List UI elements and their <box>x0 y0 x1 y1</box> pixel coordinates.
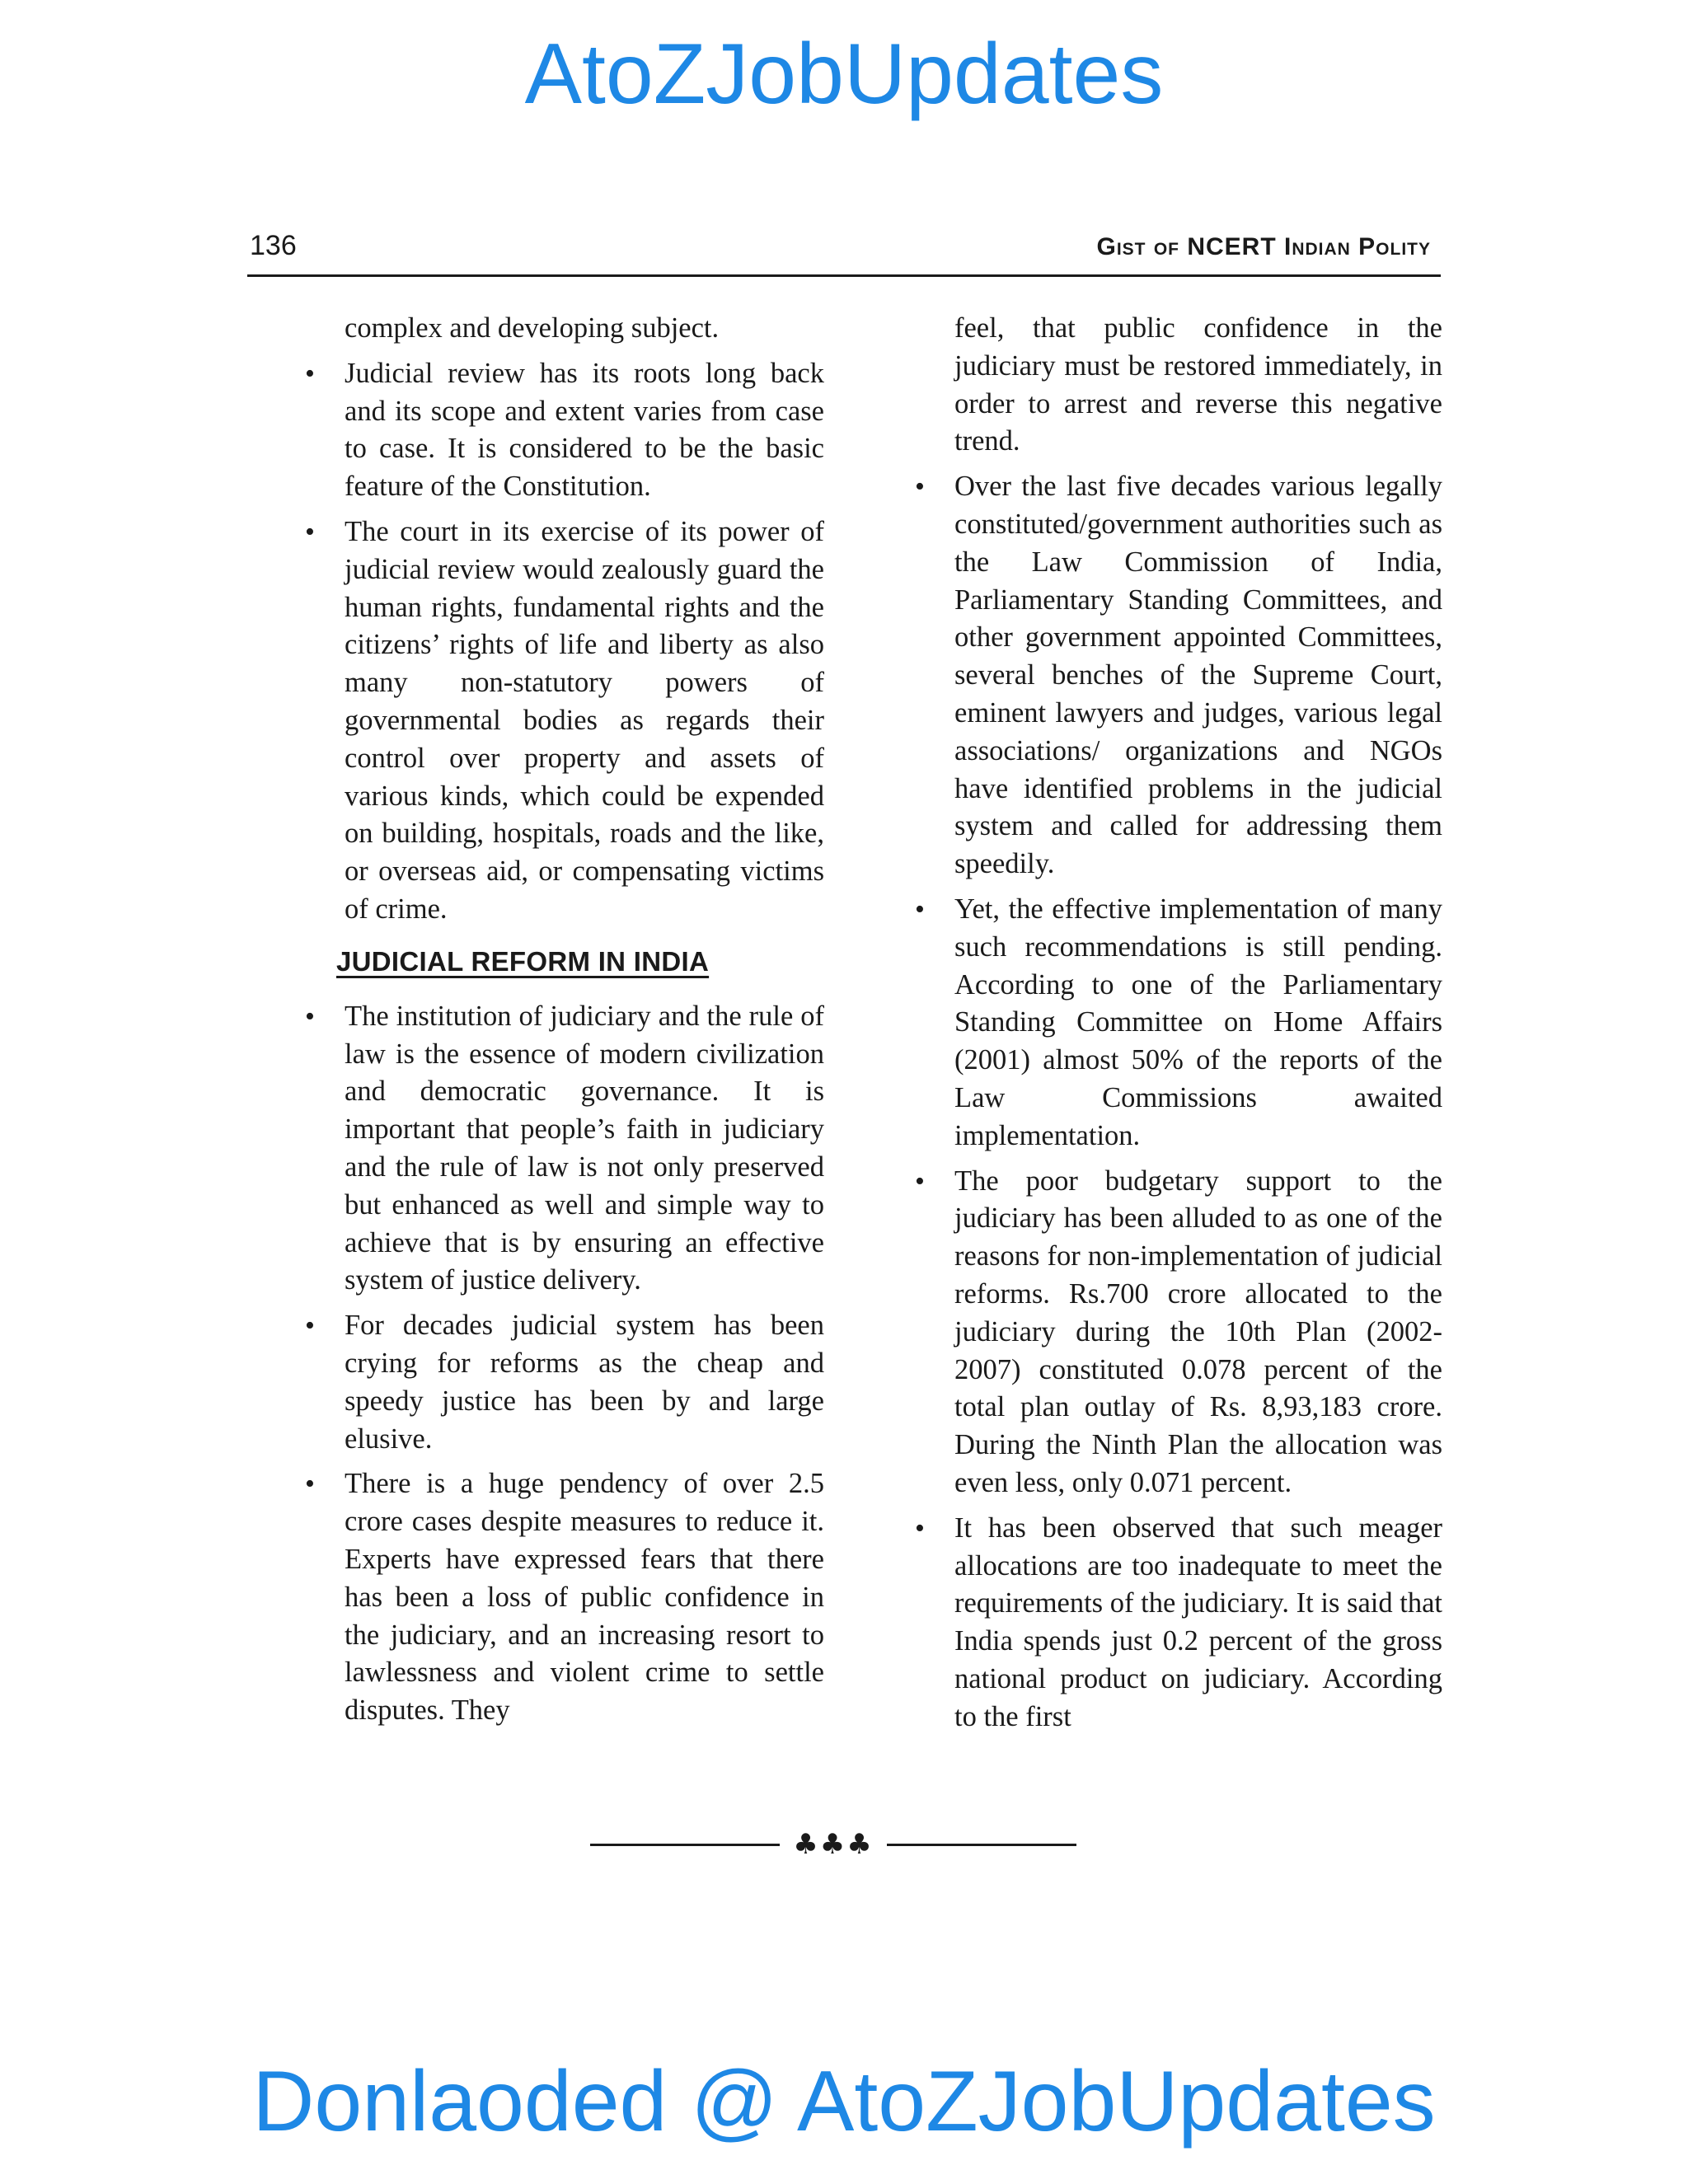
bullet-item: • Judicial review has its roots long back and its scope and extent varies from case to case. It is considered to be the basic feature of the Constitution. <box>305 355 824 506</box>
continuation-text: complex and developing subject. <box>345 312 720 344</box>
page-number: 136 <box>250 230 297 261</box>
bullet-item: • Yet, the effective implementation of many such recommendations is still pending. According to one of the Parliamentary Standing Committee on Home Affairs (2001) almost 50% of the reports of the Law Commissions awaited implementation. <box>915 891 1442 1155</box>
section-end-ornament <box>590 1826 1076 1863</box>
bullet-item: • The institution of judiciary and the rule of law is the essence of modern civilization and democratic governance. It is important that people’s faith in judiciary and the rule of law is not only preserved but enhanced as well and simple way to achieve that is by ensuring an effective system of justice delivery. <box>305 998 824 1300</box>
ornament-rule-right <box>887 1844 1076 1846</box>
running-head: Gist of NCERT Indian Polity <box>1096 233 1431 260</box>
bullet-item: • The poor budgetary support to the judiciary has been alluded to as one of the reasons for non-implementation of judicial reforms. Rs.700 crore allocated to the judiciary during the 10th Plan (2002-2007) constituted 0.078 percent of the total plan outlay of Rs. 8,93,183 crore. During the Ninth Plan the allocation was even less, only 0.071 percent. <box>915 1163 1442 1502</box>
bullet-item: • It has been observed that such meager allocations are too inadequate to meet the requirements of the judiciary. It is said that India spends just 0.2 percent of the gross national product on judiciary. According to the first <box>915 1510 1442 1736</box>
continuation-text: feel, that public confidence in the judiciary must be restored immediately, in order to arrest and reverse this negative trend. <box>954 312 1442 457</box>
header-rule <box>247 274 1441 277</box>
bullet-item: • Over the last five decades various legally constituted/government authorities such as the Law Commission of India, Parliamentary Standing Committees, and other government appointed Committees, several benches of the Supreme Court, eminent lawyers and judges, various legal associations/ organizations and NGOs have identified problems in the judicial system and called for addressing them speedily. <box>915 468 1442 883</box>
bullet-item: • The court in its exercise of its power of judicial review would zealously guard the human rights, fundamental rights and the citizens’ rights of life and liberty as also many non-statutory powers of governmental bodies as regards their control over property and assets of various kinds, which could be expended on building, hospitals, roads and the like, or overseas aid, or compensating victims of crime. <box>305 513 824 929</box>
watermark-bottom: Donlaoded @ AtoZJobUpdates <box>252 2054 1436 2149</box>
section-heading: JUDICIAL REFORM IN INDIA <box>336 945 710 977</box>
bullet-item: • For decades judicial system has been crying for reforms as the cheap and speedy justice has been by and large elusive. <box>305 1307 824 1458</box>
watermark-top: AtoZJobUpdates <box>524 26 1164 122</box>
club-ornament-icon: ♣♣♣ <box>793 1828 874 1861</box>
right-column <box>915 310 1442 1743</box>
bullet-item: • There is a huge pendency of over 2.5 crore cases despite measures to reduce it. Experts have expressed fears that there has been a loss of public confidence in the judiciary, and an increasing resort to lawlessness and violent crime to settle disputes. They <box>305 1465 824 1730</box>
left-column <box>305 310 824 1737</box>
ornament-rule-left <box>590 1844 780 1846</box>
